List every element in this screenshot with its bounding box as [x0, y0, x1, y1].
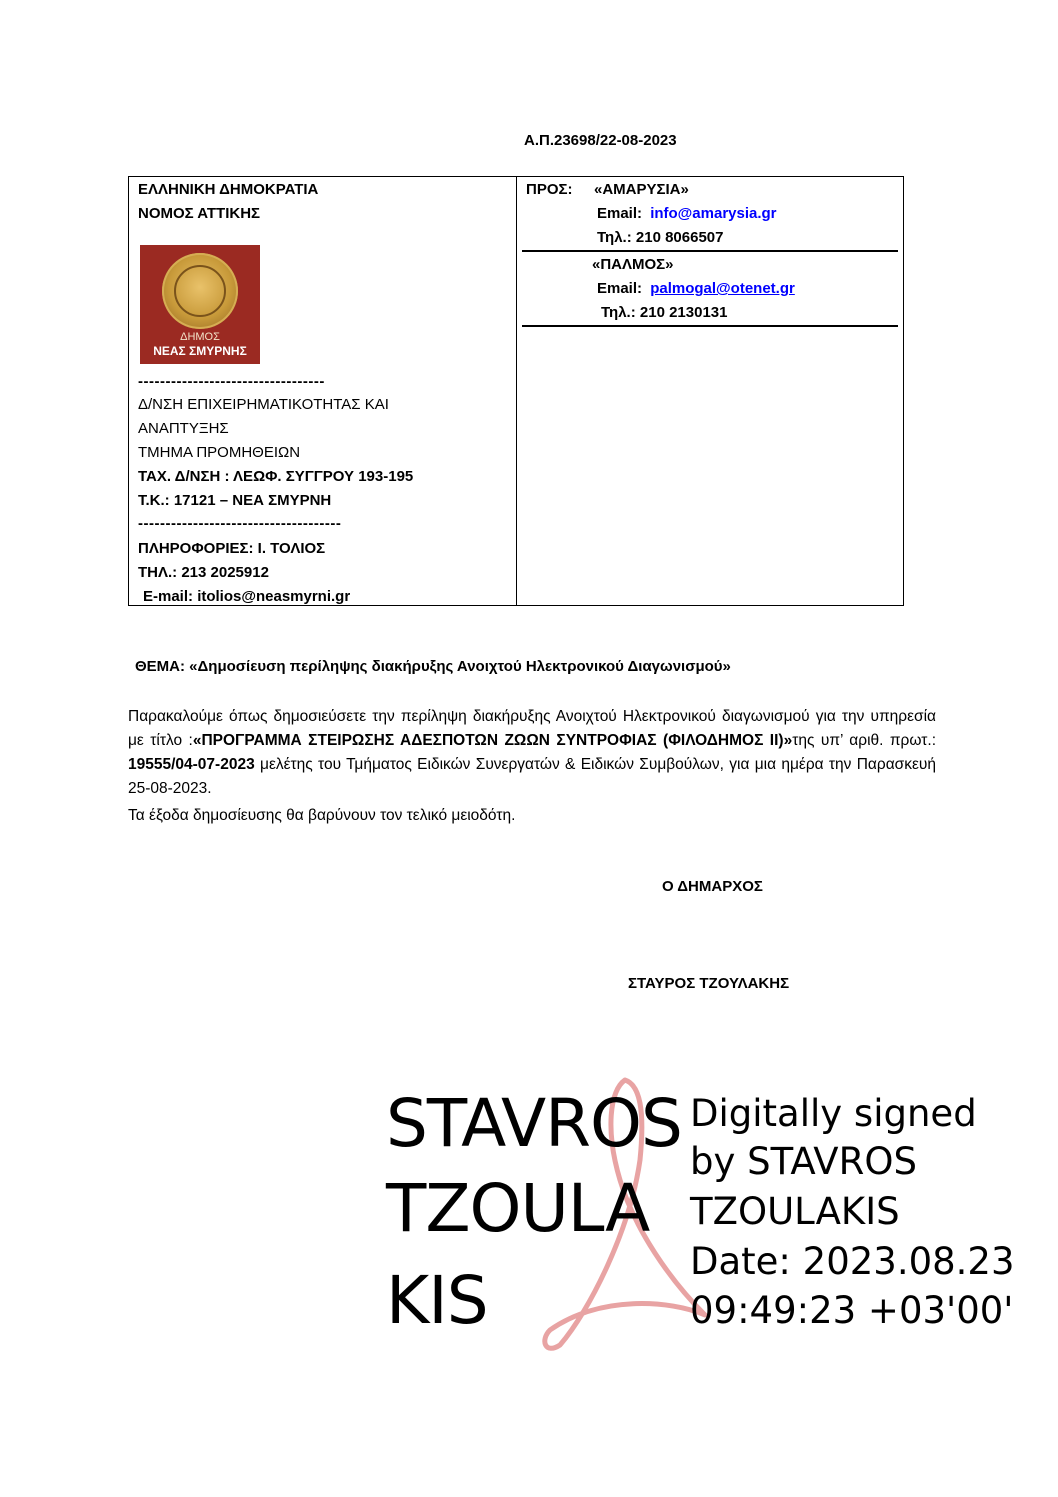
- recipient2-email-label: Email:: [597, 280, 643, 297]
- logo-text-top: ΔΗΜΟΣ: [180, 331, 220, 343]
- signature-name: ΣΤΑΥΡΟΣ ΤΖΟΥΛΑΚΗΣ: [628, 975, 790, 992]
- sender-line2: ΝΟΜΟΣ ΑΤΤΙΚΗΣ: [138, 205, 261, 222]
- recipient1-phone: Τηλ.: 210 8066507: [597, 229, 724, 246]
- municipality-seal-icon: [162, 253, 238, 329]
- separator-line: -------------------------------------: [138, 515, 342, 532]
- sender-email[interactable]: itolios@neasmyrni.gr: [197, 588, 351, 605]
- sender-dept3: ΤΜΗΜΑ ΠΡΟΜΗΘΕΙΩΝ: [138, 444, 301, 461]
- sender-dept2: ΑΝΑΠΤΥΞΗΣ: [138, 420, 229, 437]
- separator-line: ----------------------------------: [138, 373, 325, 390]
- body-paragraph-2: Τα έξοδα δημοσίευσης θα βαρύνουν τον τελικό μειοδότη.: [128, 807, 516, 824]
- recipient2-email-link[interactable]: palmogal@otenet.gr: [650, 280, 795, 297]
- recipient2-phone: Τηλ.: 210 2130131: [601, 304, 728, 321]
- sender-dept1: Δ/ΝΣΗ ΕΠΙΧΕΙΡΗΜΑΤΙΚΟΤΗΤΑΣ ΚΑΙ: [138, 396, 389, 413]
- header-table-divider: [516, 176, 517, 606]
- recipient-divider: [522, 250, 898, 252]
- digital-signature-date: Date: 2023.08.23: [690, 1240, 1015, 1283]
- sender-address: ΤΑΧ. Δ/ΝΣΗ : ΛΕΩΦ. ΣΥΓΓΡΟΥ 193-195: [138, 468, 414, 485]
- digital-signature-time: 09:49:23 +03'00': [690, 1289, 1014, 1332]
- sender-email-row: [143, 585, 350, 609]
- sender-postal: Τ.Κ.: 17121 – ΝΕΑ ΣΜΥΡΝΗ: [138, 492, 332, 509]
- recipient2-name: «ΠΑΛΜΟΣ»: [592, 256, 674, 273]
- sender-phone: ΤΗΛ.: 213 2025912: [138, 564, 269, 581]
- sender-info: ΠΛΗΡΟΦΟΡΙΕΣ: Ι. ΤΟΛΙΟΣ: [138, 540, 326, 557]
- recipient1-email[interactable]: info@amarysia.gr: [650, 205, 777, 222]
- digital-signature-detail-1: Digitally signed: [690, 1092, 977, 1135]
- recipient-divider: [522, 325, 898, 327]
- to-label: ΠΡΟΣ:: [526, 181, 573, 198]
- recipient1-email-row: [597, 202, 777, 226]
- logo-text-bottom: ΝΕΑΣ ΣΜΥΡΝΗΣ: [153, 344, 247, 358]
- body-text: [128, 705, 936, 801]
- reference-number: Α.Π.23698/22-08-2023: [524, 132, 677, 149]
- body-text-a: Παρακαλούμε όπως δημοσιεύσετε την περίληψη διακήρυξης Ανοιχτού Ηλεκτρονικού διαγωνισμού για την υπηρεσία με τίτλο :: [128, 708, 936, 749]
- digital-signature-name-line1: STAVROS: [386, 1085, 682, 1162]
- digital-signature-name-line2: TZOULA: [386, 1170, 650, 1247]
- body-text-b: της υπ’ αριθ. πρωτ.:: [792, 732, 936, 749]
- recipient2-email-row: [597, 277, 795, 301]
- digital-signature-name-line3: KIS: [386, 1262, 488, 1339]
- signature-title: Ο ΔΗΜΑΡΧΟΣ: [662, 878, 763, 895]
- study-number: 19555/04-07-2023: [128, 756, 255, 773]
- digital-signature-detail-2: by STAVROS: [690, 1140, 917, 1183]
- service-title: «ΠΡΟΓΡΑΜΜΑ ΣΤΕΙΡΩΣΗΣ ΑΔΕΣΠΟΤΩΝ ΖΩΩΝ ΣΥΝΤΡΟΦΙΑΣ (ΦΙΛΟΔΗΜΟΣ ΙΙ)»: [192, 732, 793, 749]
- sender-email-label: E-mail:: [143, 588, 194, 605]
- digital-signature-detail-3: TZOULAKIS: [690, 1190, 900, 1233]
- municipality-logo: [140, 245, 260, 364]
- recipient1-email-label: Email:: [597, 205, 643, 222]
- recipient1-name: «ΑΜΑΡΥΣΙΑ»: [594, 181, 689, 198]
- sender-line1: ΕΛΛΗΝΙΚΗ ΔΗΜΟΚΡΑΤΙΑ: [138, 181, 319, 198]
- subject-line: ΘΕΜΑ: «Δημοσίευση περίληψης διακήρυξης Ανοιχτού Ηλεκτρονικού Διαγωνισμού»: [135, 658, 731, 675]
- body-text-c: μελέτης του Τμήματος Ειδικών Συνεργατών & Ειδικών Συμβούλων, για μια ημέρα την Παρασκευή 25-08-2023.: [128, 756, 936, 797]
